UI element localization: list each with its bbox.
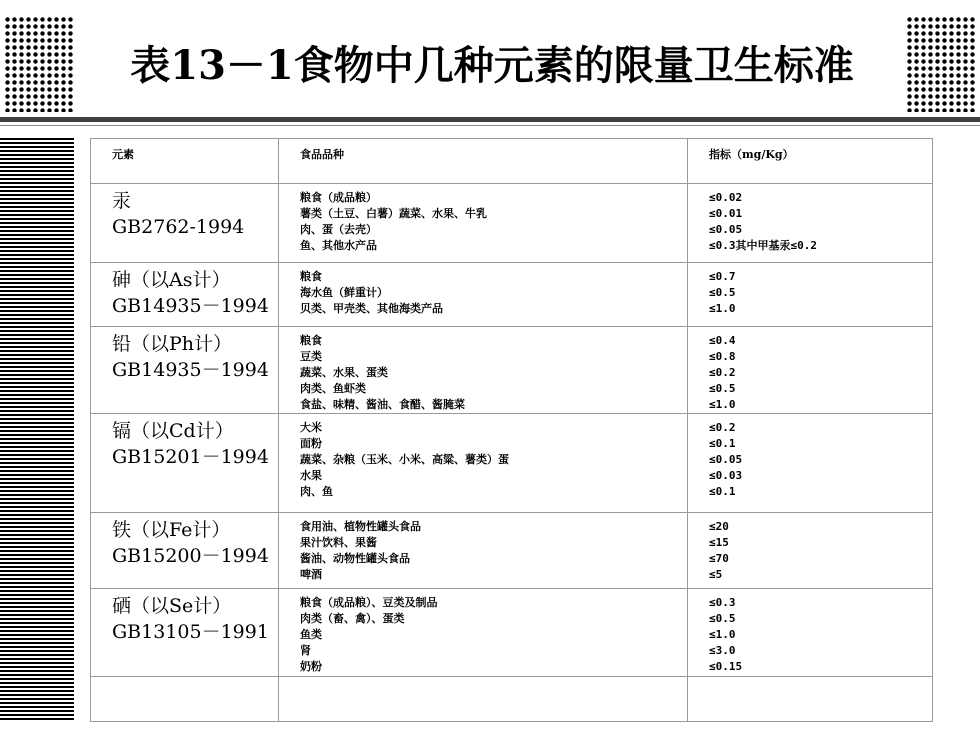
food-item: 蔬菜、杂粮（玉米、小米、高粱、薯类）蛋 (300, 453, 509, 466)
limit-value: ≤1.0 (709, 628, 736, 641)
food-item: 肾 (300, 644, 311, 657)
food-cell (279, 184, 688, 263)
element-name: 硒（以Se计） (112, 595, 232, 617)
limit-value: ≤0.5 (709, 286, 736, 299)
standards-table (90, 138, 933, 722)
standard-code: GB15201－1994 (112, 446, 269, 468)
food-item: 水果 (300, 469, 322, 482)
element-cell (91, 263, 279, 327)
header-food-label: 食品品种 (300, 148, 344, 161)
food-item: 豆类 (300, 350, 322, 363)
limit-value: ≤0.3 (709, 596, 736, 609)
limit-list (688, 414, 932, 500)
food-item: 肉类（畜、禽）、蛋类 (300, 612, 405, 625)
food-item: 鱼、其他水产品 (300, 239, 377, 252)
table-row (91, 513, 933, 589)
food-item: 果汁饮料、果酱 (300, 536, 377, 549)
limit-list (688, 513, 932, 583)
limit-cell (688, 414, 933, 513)
element-name: 铁（以Fe计） (112, 519, 231, 541)
food-item: 粮食 (300, 334, 322, 347)
limit-list (688, 263, 932, 317)
empty-cell (688, 677, 933, 722)
element-name: 铅（以Ph计） (112, 333, 233, 355)
header-element-label: 元素 (112, 148, 134, 161)
food-cell (279, 414, 688, 513)
food-cell (279, 513, 688, 589)
table-header-row (91, 139, 933, 184)
food-item: 粮食（成品粮）、豆类及制品 (300, 596, 438, 609)
element-name: 镉（以Cd计） (112, 420, 234, 442)
food-item: 蔬菜、水果、蛋类 (300, 366, 388, 379)
limit-value: ≤0.02 (709, 191, 743, 204)
table-row (91, 184, 933, 263)
food-list (279, 184, 687, 254)
limit-value: ≤0.15 (709, 660, 743, 673)
standard-code: GB14935－1994 (112, 295, 269, 317)
limit-value: ≤15 (709, 536, 729, 549)
header-cell-limit (688, 139, 933, 184)
food-item: 粮食 (300, 270, 322, 283)
limit-cell (688, 513, 933, 589)
element-cell (91, 414, 279, 513)
food-item: 面粉 (300, 437, 322, 450)
food-item: 食用油、植物性罐头食品 (300, 520, 421, 533)
limit-value: ≤0.05 (709, 453, 743, 466)
standard-code: GB13105－1991 (112, 621, 269, 643)
decorative-dot-pattern-left (4, 16, 74, 112)
limit-value: ≤0.2 (709, 421, 736, 434)
title-divider-thick (0, 117, 980, 122)
limit-value: ≤0.1 (709, 485, 736, 498)
limit-cell (688, 263, 933, 327)
limit-list (688, 184, 932, 254)
food-item: 大米 (300, 421, 322, 434)
limit-cell (688, 184, 933, 263)
limit-value: ≤3.0 (709, 644, 736, 657)
table-row (91, 327, 933, 414)
element-cell (91, 589, 279, 677)
element-name: 汞 (112, 190, 132, 212)
table-row (91, 589, 933, 677)
limit-value: ≤5 (709, 568, 723, 581)
limit-value: ≤20 (709, 520, 729, 533)
food-list (279, 327, 687, 413)
food-item: 海水鱼（鲜重计） (300, 286, 388, 299)
limit-value: ≤0.5 (709, 612, 736, 625)
food-cell (279, 589, 688, 677)
limit-cell (688, 327, 933, 414)
food-item: 奶粉 (300, 660, 322, 673)
food-cell (279, 263, 688, 327)
table-row (91, 414, 933, 513)
limit-value: ≤0.4 (709, 334, 736, 347)
limit-value: ≤1.0 (709, 398, 736, 411)
empty-cell (279, 677, 688, 722)
element-cell (91, 513, 279, 589)
food-item: 肉、鱼 (300, 485, 333, 498)
limit-value: ≤0.01 (709, 207, 743, 220)
element-cell (91, 327, 279, 414)
element-cell (91, 184, 279, 263)
food-list (279, 513, 687, 583)
element-name: 砷（以As计） (112, 269, 231, 291)
food-cell (279, 327, 688, 414)
table-row (91, 263, 933, 327)
limit-value: ≤70 (709, 552, 729, 565)
food-item: 粮食（成品粮） (300, 191, 377, 204)
header-cell-element (91, 139, 279, 184)
food-list (279, 414, 687, 500)
limit-value: ≤0.05 (709, 223, 743, 236)
food-item: 薯类（土豆、白薯）蔬菜、水果、牛乳 (300, 207, 487, 220)
limit-value: ≤0.2 (709, 366, 736, 379)
food-item: 贝类、甲壳类、其他海类产品 (300, 302, 443, 315)
food-item: 肉、蛋（去壳） (300, 223, 377, 236)
empty-cell (91, 677, 279, 722)
food-item: 酱油、动物性罐头食品 (300, 552, 410, 565)
food-item: 鱼类 (300, 628, 322, 641)
limit-value: ≤0.7 (709, 270, 736, 283)
limit-value: ≤0.8 (709, 350, 736, 363)
limit-cell (688, 589, 933, 677)
header-cell-food (279, 139, 688, 184)
food-item: 食盐、味精、酱油、食醋、酱腌菜 (300, 398, 465, 411)
limit-value: ≤0.1 (709, 437, 736, 450)
standard-code: GB14935－1994 (112, 359, 269, 381)
decorative-dot-pattern-right (906, 16, 976, 112)
decorative-stripe-bar (0, 138, 74, 720)
header-limit-label: 指标（mg/Kg） (709, 148, 794, 161)
food-list (279, 263, 687, 317)
title-divider-thin (0, 125, 980, 126)
food-item: 啤酒 (300, 568, 322, 581)
limit-list (688, 327, 932, 413)
limit-value: ≤1.0 (709, 302, 736, 315)
food-list (279, 589, 687, 675)
food-item: 肉类、鱼虾类 (300, 382, 366, 395)
standard-code: GB2762-1994 (112, 216, 245, 238)
limit-value: ≤0.03 (709, 469, 743, 482)
limit-value: ≤0.5 (709, 382, 736, 395)
standard-code: GB15200－1994 (112, 545, 269, 567)
slide-title: 表13－1食物中几种元素的限量卫生标准 (130, 42, 854, 89)
limit-value: ≤0.3其中甲基汞≤0.2 (709, 239, 817, 252)
limit-list (688, 589, 932, 675)
empty-table-row (91, 677, 933, 722)
